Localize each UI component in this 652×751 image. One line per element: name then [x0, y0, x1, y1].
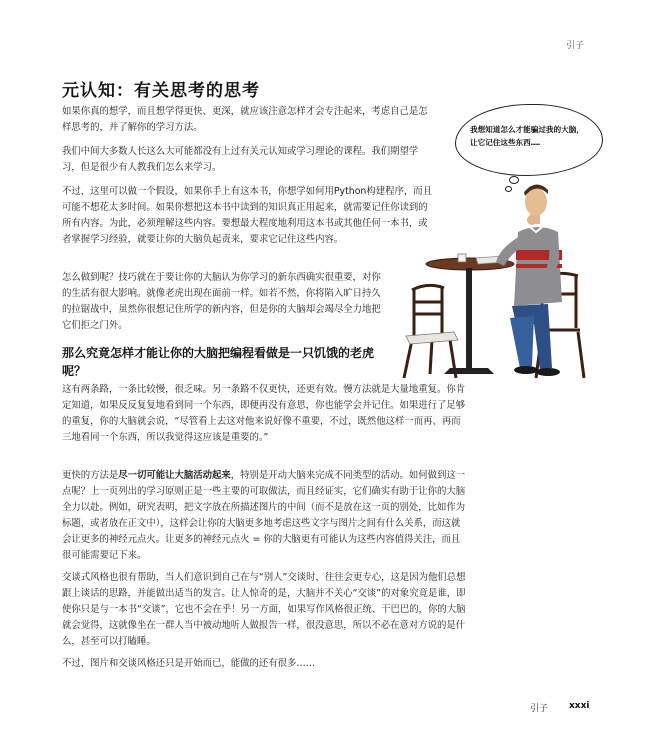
paragraph-6-rest: ，特别是开动大脑来完成不同类型的活动。如何做到这一点呢？上一页列出的学习原则正是一些主要的可取做法，而且经证实，它们确实有助于让你的大脑全力以赴。例如，研究表明，把文字放在所描述图片的中间（而不是放在这一页的别处，比如作为标题，或者放在正文中），这样会让你的大脑更多地考虑这些文字与图片之间有什么关系，而这就会让更多的神经元点火。让更多的神经元点火 = 你的大脑更有可能认为这些内容值得关注，而且很可能需要记下来。 [62, 470, 466, 561]
paragraph-7: 交谈式风格也很有帮助，当人们意识到自己在与“别人”交谈时，往往会更专心，这是因为他们总想跟上谈话的思路，并能做出适当的发言。让人惊奇的是，大脑并不关心“交谈”的对象究竟是谁，即使你只是与一本书“交谈”，它也不会在乎！另一方面，如果写作风格很正统、干巴巴的，你的大脑就会觉得，这就像坐在一群人当中被动地听人做报告一样，很没意思，所以不必在意对方说的是什么，甚至可以打瞌睡。 [62, 572, 466, 647]
section-heading: 那么究竟怎样才能让你的大脑把编程看做是一只饥饿的老虎呢？ [62, 346, 375, 378]
paragraph-6-emphasis: 尽一切可能让大脑活动起来 [118, 470, 231, 481]
paragraph-8: 不过，图片和交谈风格还只是开始而已，能做的还有很多…… [62, 658, 316, 669]
thought-bubble-text: 我想知道怎么才能骗过我的大脑，让它记住这些东西…… [470, 125, 584, 147]
paragraph-5: 这有两条路，一条比较慢，很乏味。另一条路不仅更快，还更有效。慢方法就是大量地重复。你肯定知道，如果反反复复地看到同一个东西，即便再没有意思，你也能学会并记住。如果进行了足够的重复，你的大脑就会说，“尽管看上去这对他来说好像不重要，不过，既然他这样一而再、再而三地看同一个东西，所以我觉得这应该是重要的。” [62, 384, 466, 443]
paragraph-3: 不过，这里可以做一个假设，如果你手上有这本书，你想学如何用Python构建程序，而且可能不想花太多时间。如果你想把这本书中读到的知识真正用起来，就需要记住你读到的所有内容。为此，必须理解这些内容。要想最大程度地利用这本书或其他任何一本书，或者掌握学习经验，就要让你的大脑负起责来，要求它记住这些内容。 [62, 186, 432, 245]
section-tab: 引子 [566, 41, 585, 51]
page-number: xxxi [569, 701, 590, 711]
paragraph-1: 如果你真的想学，而且想学得更快、更深，就应该注意怎样才会专注起来，考虑自己是怎样思考的，并了解你的学习方法。 [62, 106, 428, 133]
man-at-table-illustration [392, 178, 592, 382]
page-title: 元认知：有关思考的思考 [62, 81, 260, 101]
paragraph-2: 我们中间大多数人长这么大可能都没有上过有关元认知或学习理论的课程。我们期望学习，但是很少有人教我们怎么来学习。 [62, 146, 419, 173]
footer-section-label: 引子 [530, 704, 549, 714]
paragraph-4: 怎么做到呢？技巧就在于要让你的大脑认为你学习的新东西确实很重要，对你的生活有很大影响。就像老虎出现在面前一样。如若不然，你将陷入旷日持久的拉锯战中，虽然你很想记住所学的新内容，但是你的大脑却会竭尽全力地把它们拒之门外。 [62, 272, 381, 331]
paragraph-6-lead: 更快的方法是 [62, 470, 119, 481]
paragraph-6 [62, 468, 466, 564]
